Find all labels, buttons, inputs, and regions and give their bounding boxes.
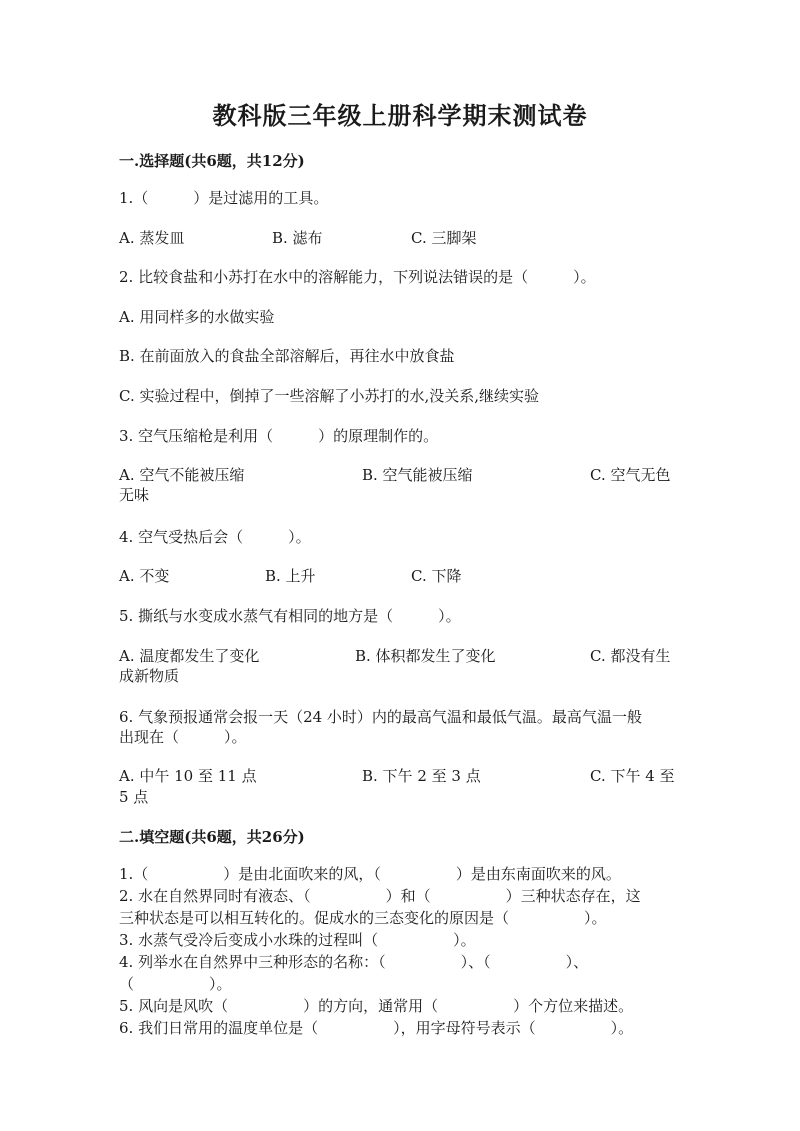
fill-line: 6. 我们日常用的温度单位是（ ），用字母符号表示（ ）。 bbox=[119, 1019, 634, 1037]
question-2-stem: 2. 比较食盐和小苏打在水中的溶解能力，下列说法错误的是（ ）。 bbox=[119, 268, 596, 286]
question-4-stem: 4. 空气受热后会（ ）。 bbox=[119, 528, 311, 546]
question-6-stem-line-2: 出现在（ ）。 bbox=[119, 728, 247, 746]
question-2-option-a: A. 用同样多的水做实验 bbox=[119, 308, 275, 326]
question-1-stem: 1.（ ）是过滤用的工具。 bbox=[119, 189, 329, 207]
question-1-option-a: A. 蒸发皿 bbox=[119, 229, 185, 247]
fill-line: 2. 水在自然界同时有液态、（ ）和（ ）三种状态存在，这 bbox=[119, 887, 641, 905]
question-4-option-a: A. 不变 bbox=[119, 567, 170, 585]
question-4-option-c: C. 下降 bbox=[411, 567, 462, 585]
question-1-option-c: C. 三脚架 bbox=[411, 229, 477, 247]
question-6-option-b: B. 下午 2 至 3 点 bbox=[362, 767, 481, 785]
section-heading-fill-blank: 二.填空题(共6题，共26分) bbox=[119, 828, 305, 846]
question-5-option-b: B. 体积都发生了变化 bbox=[355, 647, 496, 665]
fill-line: （ ）。 bbox=[119, 975, 232, 993]
fill-line: 4. 列举水在自然界中三种形态的名称：（ ）、（ ）、 bbox=[119, 953, 589, 971]
question-3-option-a: A. 空气不能被压缩 bbox=[119, 466, 245, 484]
question-6-option-c-wrap: 5 点 bbox=[119, 788, 149, 806]
page-title: 教科版三年级上册科学期末测试卷 bbox=[212, 101, 588, 130]
fill-line: 5. 风向是风吹（ ）的方向，通常用（ ）个方位来描述。 bbox=[119, 997, 634, 1015]
question-5-option-c: C. 都没有生 bbox=[590, 647, 671, 665]
fill-line: 三种状态是可以相互转化的。促成水的三态变化的原因是（ ）。 bbox=[119, 909, 607, 927]
question-4-option-b: B. 上升 bbox=[265, 567, 316, 585]
fill-line: 1.（ ）是由北面吹来的风，（ ）是由东南面吹来的风。 bbox=[119, 865, 621, 883]
question-5-stem: 5. 撕纸与水变成水蒸气有相同的地方是（ ）。 bbox=[119, 607, 461, 625]
question-2-option-c: C. 实验过程中，倒掉了一些溶解了小苏打的水,没关系,继续实验 bbox=[119, 387, 540, 405]
question-6-stem-line-1: 6. 气象预报通常会报一天（24 小时）内的最高气温和最低气温。最高气温一般 bbox=[119, 708, 642, 726]
fill-line: 3. 水蒸气受冷后变成小水珠的过程叫（ ）。 bbox=[119, 931, 476, 949]
question-1-option-b: B. 滤布 bbox=[272, 229, 323, 247]
question-3-option-b: B. 空气能被压缩 bbox=[362, 466, 473, 484]
question-3-option-c-wrap: 无味 bbox=[119, 486, 150, 504]
section-heading-choice: 一.选择题(共6题，共12分) bbox=[119, 152, 305, 170]
question-3-stem: 3. 空气压缩枪是利用（ ）的原理制作的。 bbox=[119, 427, 439, 445]
question-6-option-a: A. 中午 10 至 11 点 bbox=[119, 767, 257, 785]
question-5-option-a: A. 温度都发生了变化 bbox=[119, 647, 260, 665]
question-5-option-c-wrap: 成新物质 bbox=[119, 667, 180, 685]
question-2-option-b: B. 在前面放入的食盐全部溶解后，再往水中放食盐 bbox=[119, 347, 455, 365]
question-6-option-c: C. 下午 4 至 bbox=[590, 767, 675, 785]
question-3-option-c: C. 空气无色 bbox=[590, 466, 671, 484]
